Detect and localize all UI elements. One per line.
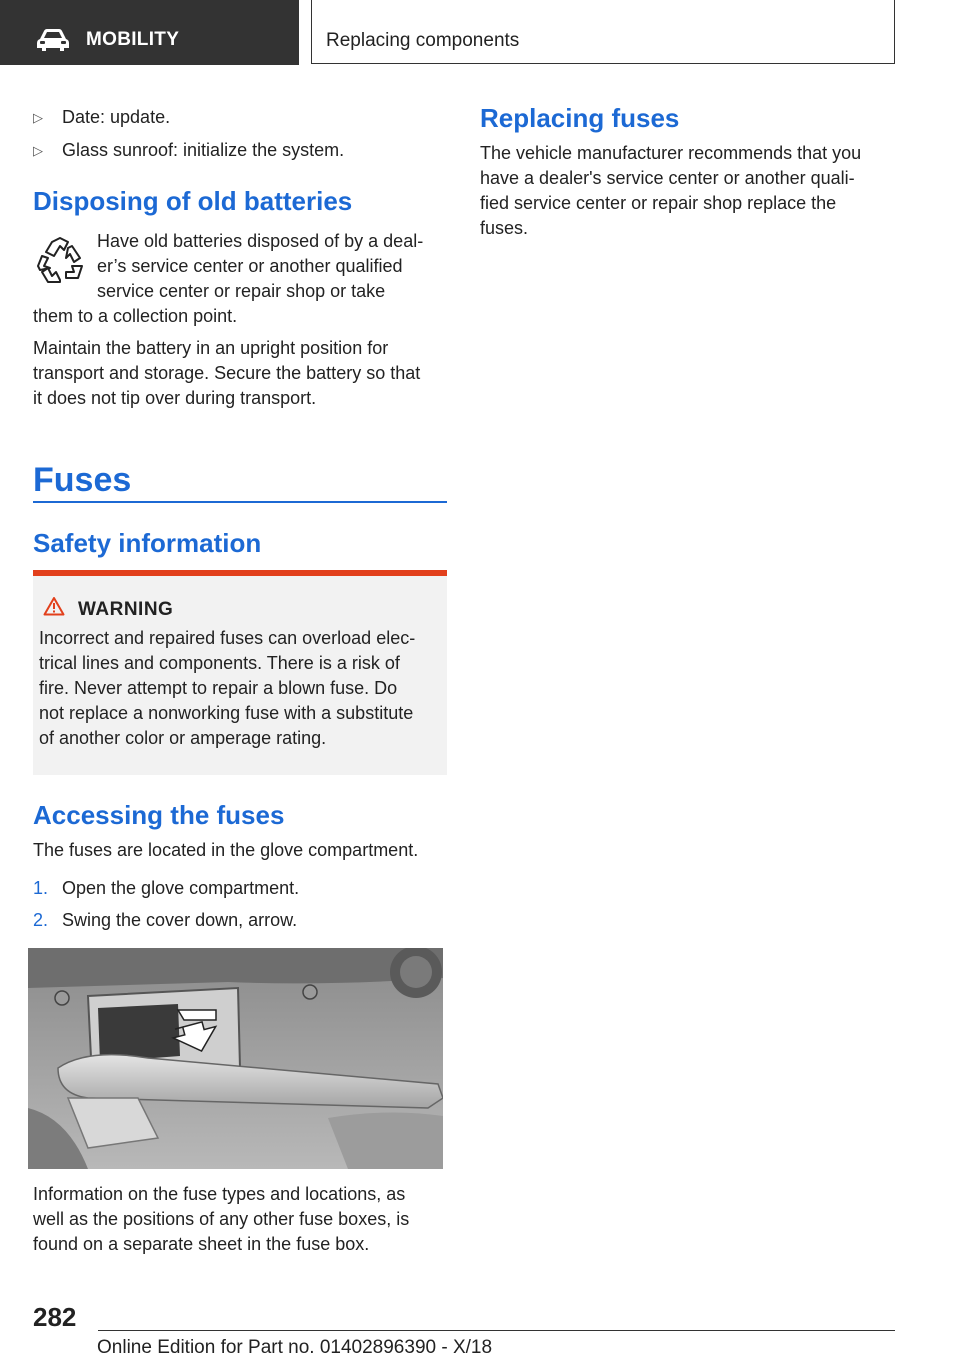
glove-compartment-image bbox=[28, 948, 443, 1169]
heading-replacing-fuses: Replacing fuses bbox=[480, 103, 680, 133]
text-line: trical lines and components. There is a risk of bbox=[39, 653, 400, 673]
text-line: Have old batteries disposed of by a deal‐ bbox=[97, 231, 424, 251]
header-chapter-title: Replacing components bbox=[326, 30, 520, 51]
list-item-text: Open the glove compartment. bbox=[62, 878, 300, 898]
step-number: 1. bbox=[33, 878, 49, 898]
text-line: Incorrect and repaired fuses can overload elec‐ bbox=[39, 628, 416, 648]
replacing-paragraph bbox=[480, 141, 861, 241]
title-divider bbox=[33, 501, 447, 503]
disposing-paragraph-1 bbox=[33, 229, 424, 329]
step-number: 2. bbox=[33, 910, 49, 930]
heading-accessing: Accessing the fuses bbox=[33, 800, 285, 830]
recycle-icon bbox=[34, 236, 86, 286]
text-line: of another color or amperage rating. bbox=[39, 728, 327, 748]
text-line: Information on the fuse types and locations, as bbox=[33, 1184, 406, 1204]
text-line: er’s service center or another qualified bbox=[97, 256, 403, 276]
text-line: well as the positions of any other fuse boxes, is bbox=[33, 1209, 410, 1229]
text-line: The fuses are located in the glove compartment. bbox=[33, 840, 419, 860]
text-line: transport and storage. Secure the battery so that bbox=[33, 363, 421, 383]
page-title-fuses: Fuses bbox=[33, 461, 132, 499]
list-item-text: Swing the cover down, arrow. bbox=[62, 910, 298, 930]
warning-text bbox=[39, 626, 415, 751]
heading-safety: Safety information bbox=[33, 528, 262, 558]
text-line: not replace a nonworking fuse with a substitute bbox=[39, 703, 414, 723]
warning-title: WARNING bbox=[78, 599, 174, 620]
bullet-marker: ▷ bbox=[33, 110, 43, 125]
text-line: fire. Never attempt to repair a blown fuse. Do bbox=[39, 678, 398, 698]
header-section-tab bbox=[0, 0, 299, 65]
text-line: have a dealer's service center or another quali‐ bbox=[480, 168, 855, 188]
text-line: them to a collection point. bbox=[33, 306, 238, 326]
text-line: Maintain the battery in an upright position for bbox=[33, 338, 389, 358]
disposing-paragraph-2 bbox=[33, 336, 420, 411]
header-chapter-box bbox=[311, 0, 895, 64]
list-item-text: Glass sunroof: initialize the system. bbox=[62, 140, 345, 160]
text-line: service center or repair shop or take bbox=[97, 281, 386, 301]
accessing-intro bbox=[33, 838, 418, 863]
warning-triangle-icon bbox=[43, 596, 65, 616]
warning-box bbox=[33, 570, 447, 775]
page-number: 282 bbox=[33, 1302, 77, 1332]
fuse-info-paragraph bbox=[33, 1182, 409, 1257]
car-icon bbox=[36, 27, 70, 53]
bullet-marker: ▷ bbox=[33, 143, 43, 158]
heading-disposing: Disposing of old batteries bbox=[33, 186, 353, 216]
footer-divider bbox=[98, 1330, 895, 1331]
text-line: found on a separate sheet in the fuse box. bbox=[33, 1234, 370, 1254]
text-line: it does not tip over during transport. bbox=[33, 388, 317, 408]
list-item-text: Date: update. bbox=[62, 107, 171, 127]
warning-bar bbox=[33, 570, 447, 576]
text-line: The vehicle manufacturer recommends that you bbox=[480, 143, 862, 163]
text-line: fied service center or repair shop replace the bbox=[480, 193, 837, 213]
footer-edition: Online Edition for Part no. 01402896390 - X/18 bbox=[97, 1337, 493, 1358]
text-line: fuses. bbox=[480, 218, 529, 238]
header-section-title: MOBILITY bbox=[86, 29, 180, 50]
